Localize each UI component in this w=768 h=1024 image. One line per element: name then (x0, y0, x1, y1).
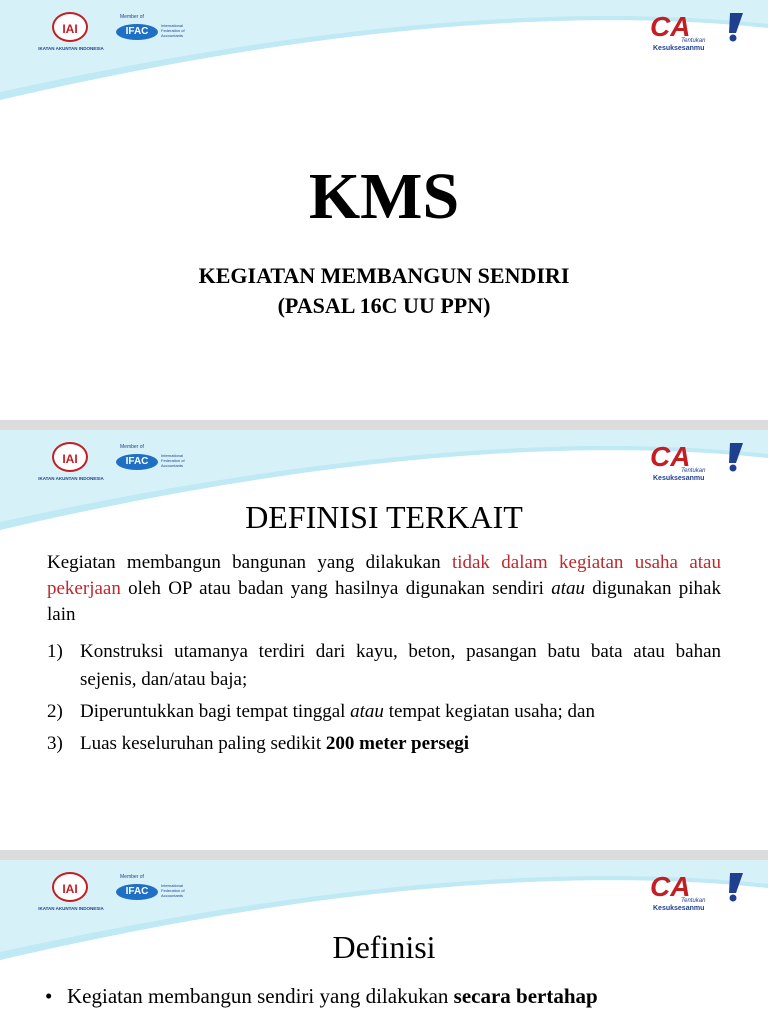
iai-logo (22, 12, 120, 52)
list-item (47, 730, 721, 758)
iai-logo-mark: IAI (52, 872, 88, 902)
ifac-logo (116, 444, 196, 474)
list-item-number: 2) (47, 701, 63, 722)
ifac-logo (116, 874, 196, 904)
definition-highlight: tidak dalam kegiatan usaha atau pekerjaan (47, 552, 721, 599)
ifac-member-of: Member of (120, 444, 144, 450)
ifac-logo (116, 14, 196, 44)
list-item-text: Luas keseluruhan paling sedikit (80, 733, 326, 754)
ifac-description: International Federation of Accountants (161, 23, 185, 38)
definisi-terkait-title: DEFINISI TERKAIT (245, 499, 523, 535)
definition-paragraph (47, 550, 721, 628)
ifac-description: International Federation of Accountants (161, 883, 185, 898)
ca-logo (650, 12, 746, 54)
ca-logo (650, 872, 746, 914)
iai-logo (22, 442, 120, 482)
bullet-text: Kegiatan membangun sendiri yang dilakukan (67, 984, 454, 1008)
svg-text:CA: CA (650, 872, 691, 902)
definition-text-1: Kegiatan membangun bangunan yang dilakukan (47, 552, 452, 573)
definition-text-2: oleh OP atau badan yang hasilnya digunakan sendiri (120, 578, 552, 599)
iai-logo-caption: IKATAN AKUNTAN INDONESIA (38, 906, 104, 911)
criteria-list (47, 638, 721, 762)
svg-text:CA: CA (650, 12, 691, 42)
ca-slogan-1: Tentukan (681, 898, 706, 904)
iai-logo-caption: IKATAN AKUNTAN INDONESIA (38, 46, 104, 51)
bullet-marker: • (45, 984, 53, 1008)
slide-definisi-terkait (0, 430, 768, 850)
iai-logo (22, 872, 120, 912)
definition-text-3: digunakan pihak lain (47, 578, 721, 625)
iai-logo-mark: IAI (52, 442, 88, 472)
ca-slogan-2: Kesuksesanmu (653, 45, 705, 52)
list-item-number: 3) (47, 733, 63, 754)
ifac-member-of: Member of (120, 874, 144, 880)
kms-subtitle (0, 261, 768, 321)
list-item-text: Konstruksi utamanya terdiri dari kayu, beton, pasangan batu bata atau bahan sejenis, dan/atau baja; (80, 641, 721, 690)
iai-logo-mark: IAI (52, 12, 88, 42)
list-item-text-end: tempat kegiatan usaha; dan (383, 701, 595, 722)
ifac-logo-mark: IFAC (116, 24, 158, 40)
slide-definisi (0, 860, 768, 1024)
ifac-member-of: Member of (120, 14, 144, 20)
definition-italic: atau (551, 578, 585, 599)
list-item (47, 698, 721, 726)
definisi-title: Definisi (332, 929, 436, 965)
slide-kms-title (0, 0, 768, 420)
kms-title: KMS (308, 160, 460, 233)
list-item-text: Diperuntukkan bagi tempat tinggal (80, 701, 351, 722)
list-item-number: 1) (47, 641, 63, 662)
ca-slogan-1: Tentukan (681, 468, 706, 474)
bullet-bold: secara bertahap (453, 984, 598, 1008)
bullet-item (45, 982, 745, 1010)
ca-slogan-2: Kesuksesanmu (653, 905, 705, 912)
ifac-logo-mark: IFAC (116, 454, 158, 470)
list-item (47, 638, 721, 694)
list-item-bold: 200 meter persegi (325, 733, 470, 754)
kms-subtitle-line2: (PASAL 16C UU PPN) (277, 293, 491, 318)
iai-logo-caption: IKATAN AKUNTAN INDONESIA (38, 476, 104, 481)
ca-logo (650, 442, 746, 484)
ifac-description: International Federation of Accountants (161, 453, 185, 468)
ca-slogan-1: Tentukan (681, 38, 706, 44)
ca-slogan-2: Kesuksesanmu (653, 475, 705, 482)
ifac-logo-mark: IFAC (116, 884, 158, 900)
kms-subtitle-line1: KEGIATAN MEMBANGUN SENDIRI (198, 263, 570, 288)
list-item-italic: atau (350, 701, 384, 722)
svg-text:CA: CA (650, 442, 691, 472)
